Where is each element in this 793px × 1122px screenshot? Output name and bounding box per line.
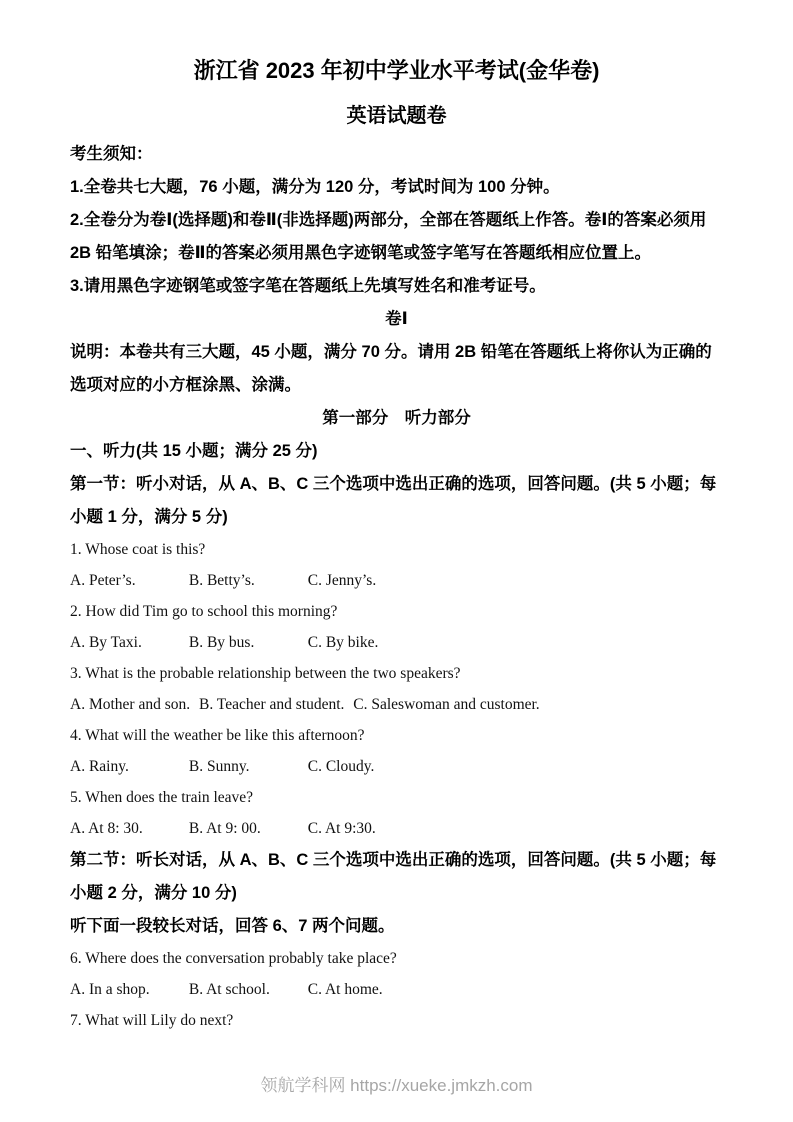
- question-3-option-a: A. Mother and son.: [70, 696, 191, 713]
- question-6-option-c: C. At home.: [307, 981, 383, 998]
- question-3-option-c: C. Saleswoman and customer.: [353, 696, 540, 713]
- question-6-option-a: A. In a shop.: [70, 981, 150, 998]
- question-2-text: 2. How did Tim go to school this morning?: [70, 603, 338, 620]
- notice-item-2: 2.全卷分为卷Ⅰ(选择题)和卷Ⅱ(非选择题)两部分，全部在答题纸上作答。卷Ⅰ的答案必须用 2B 铅笔填涂；卷Ⅱ的答案必须用黑色字迹钢笔或签字笔写在答题纸相应位置上。: [70, 211, 707, 262]
- question-4-options: [70, 751, 723, 782]
- notice-item-1: 1.全卷共七大题，76 小题，满分为 120 分，考试时间为 100 分钟。: [70, 178, 560, 196]
- section2-intro: 听下面一段较长对话，回答 6、7 两个问题。: [70, 917, 395, 935]
- part1-heading: 第一部分 听力部分: [322, 409, 471, 427]
- question-5-options: [70, 813, 723, 844]
- section2-heading: 第二节：听长对话，从 A、B、C 三个选项中选出正确的选项，回答问题。(共 5 小题；每小题 2 分，满分 10 分): [70, 851, 717, 902]
- question-2-options: [70, 627, 723, 658]
- exam-title: 浙江省 2023 年初中学业水平考试(金华卷): [193, 58, 600, 83]
- question-1-option-b: B. Betty’s.: [188, 572, 255, 589]
- exam-subtitle: 英语试题卷: [346, 105, 447, 127]
- question-2-option-a: A. By Taxi.: [70, 634, 142, 651]
- paper1-note: 说明：本卷共有三大题，45 小题，满分 70 分。请用 2B 铅笔在答题纸上将你认为正确的选项对应的小方框涂黑、涂满。: [70, 343, 712, 394]
- question-5-option-c: C. At 9:30.: [307, 820, 376, 837]
- question-5-option-b: B. At 9: 00.: [188, 820, 261, 837]
- question-6-option-b: B. At school.: [188, 981, 270, 998]
- question-6-options: [70, 974, 723, 1005]
- question-2-option-b: B. By bus.: [188, 634, 255, 651]
- question-3-text: 3. What is the probable relationship between the two speakers?: [70, 665, 461, 682]
- section1-heading: 第一节：听小对话，从 A、B、C 三个选项中选出正确的选项，回答问题。(共 5 小题；每小题 1 分，满分 5 分): [70, 475, 717, 526]
- question-4-option-b: B. Sunny.: [188, 758, 250, 775]
- paper1-heading: 卷Ⅰ: [385, 310, 408, 328]
- question-4-option-c: C. Cloudy.: [307, 758, 375, 775]
- question-2-option-c: C. By bike.: [307, 634, 379, 651]
- question-7-text: 7. What will Lily do next?: [70, 1012, 234, 1029]
- question-1-option-a: A. Peter’s.: [70, 572, 136, 589]
- question-4-option-a: A. Rainy.: [70, 758, 129, 775]
- listening-heading: 一、听力(共 15 小题；满分 25 分): [70, 442, 318, 460]
- question-5-text: 5. When does the train leave?: [70, 789, 254, 806]
- question-1-text: 1. Whose coat is this?: [70, 541, 206, 558]
- question-1-options: [70, 565, 723, 596]
- question-6-text: 6. Where does the conversation probably take place?: [70, 950, 397, 967]
- notice-heading: 考生须知：: [70, 145, 153, 163]
- question-4-text: 4. What will the weather be like this afternoon?: [70, 727, 365, 744]
- watermark: 领航学科网 https://xueke.jmkzh.com: [260, 1076, 533, 1095]
- question-3-options: [70, 689, 723, 720]
- question-1-option-c: C. Jenny’s.: [307, 572, 377, 589]
- question-5-option-a: A. At 8: 30.: [70, 820, 143, 837]
- question-3-option-b: B. Teacher and student.: [199, 696, 345, 713]
- notice-item-3: 3.请用黑色字迹钢笔或签字笔在答题纸上先填写姓名和准考证号。: [70, 277, 546, 295]
